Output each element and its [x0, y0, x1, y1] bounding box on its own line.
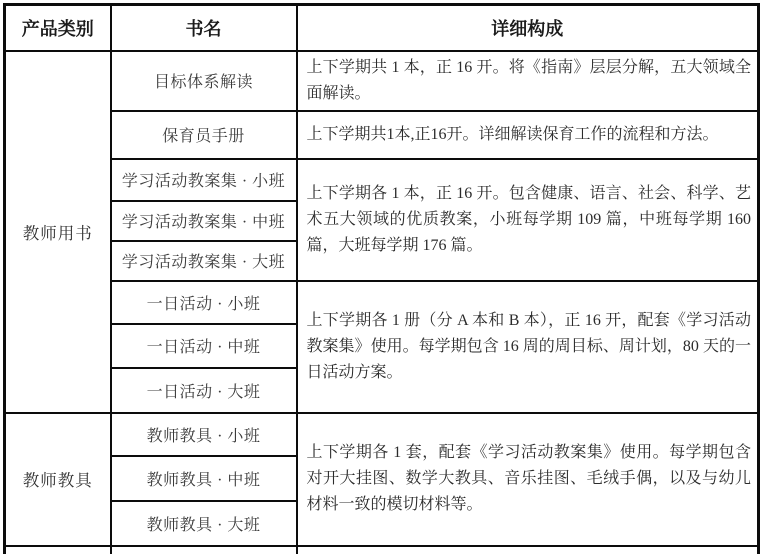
- header-cell-composition: 详细构成: [297, 5, 759, 51]
- header-cell-product-category: 产品类别: [5, 5, 111, 51]
- table-row-daily-activity-small: [5, 281, 759, 324]
- book-name-cell-teaching-aids-large: 教师教具 · 大班: [111, 501, 297, 546]
- category-cell-teaching-aids: 教师教具: [5, 413, 111, 546]
- table-row-teaching-aids-small: [5, 413, 759, 456]
- table-row-caregiver-handbook: [5, 111, 759, 159]
- partial-cell-book: [111, 546, 297, 554]
- book-name-cell-lesson-plans-large: 学习活动教案集 · 大班: [111, 241, 297, 281]
- detail-cell-goal-system: 上下学期共 1 本，正 16 开。将《指南》层层分解，五大领域全面解读。: [297, 51, 759, 111]
- partial-cell-category: [5, 546, 111, 554]
- detail-cell-daily-activity: 上下学期各 1 册（分 A 本和 B 本），正 16 开，配套《学习活动教案集》使用。每学期包含 16 周的周目标、周计划，80 天的一日活动方案。: [297, 281, 759, 413]
- detail-cell-lesson-plans: 上下学期各 1 本，正 16 开。包含健康、语言、社会、科学、艺术五大领域的优质教案，小班每学期 109 篇，中班每学期 160 篇，大班每学期 176 篇。: [297, 159, 759, 281]
- book-name-cell-lesson-plans-small: 学习活动教案集 · 小班: [111, 159, 297, 201]
- book-name-cell-teaching-aids-middle: 教师教具 · 中班: [111, 456, 297, 501]
- table-row-lesson-plans-small: [5, 159, 759, 201]
- table-row-partial-cutoff: [5, 546, 759, 554]
- table-header-row: [5, 5, 759, 51]
- table-row-goal-system: [5, 51, 759, 111]
- detail-cell-teaching-aids: 上下学期各 1 套，配套《学习活动教案集》使用。每学期包含对开大挂图、数学大教具、音乐挂图、毛绒手偶，以及与幼儿材料一致的模切材料等。: [297, 413, 759, 546]
- header-cell-book-name: 书名: [111, 5, 297, 51]
- partial-cell-detail: [297, 546, 759, 554]
- book-name-cell-goal-system: 目标体系解读: [111, 51, 297, 111]
- book-name-cell-daily-activity-middle: 一日活动 · 中班: [111, 324, 297, 368]
- book-name-cell-lesson-plans-middle: 学习活动教案集 · 中班: [111, 201, 297, 241]
- book-name-cell-teaching-aids-small: 教师教具 · 小班: [111, 413, 297, 456]
- product-category-table: [3, 3, 760, 554]
- detail-cell-caregiver-handbook: 上下学期共1本,正16开。详细解读保育工作的流程和方法。: [297, 111, 759, 159]
- book-name-cell-caregiver-handbook: 保育员手册: [111, 111, 297, 159]
- book-name-cell-daily-activity-large: 一日活动 · 大班: [111, 368, 297, 413]
- category-cell-teacher-books: 教师用书: [5, 51, 111, 413]
- book-name-cell-daily-activity-small: 一日活动 · 小班: [111, 281, 297, 324]
